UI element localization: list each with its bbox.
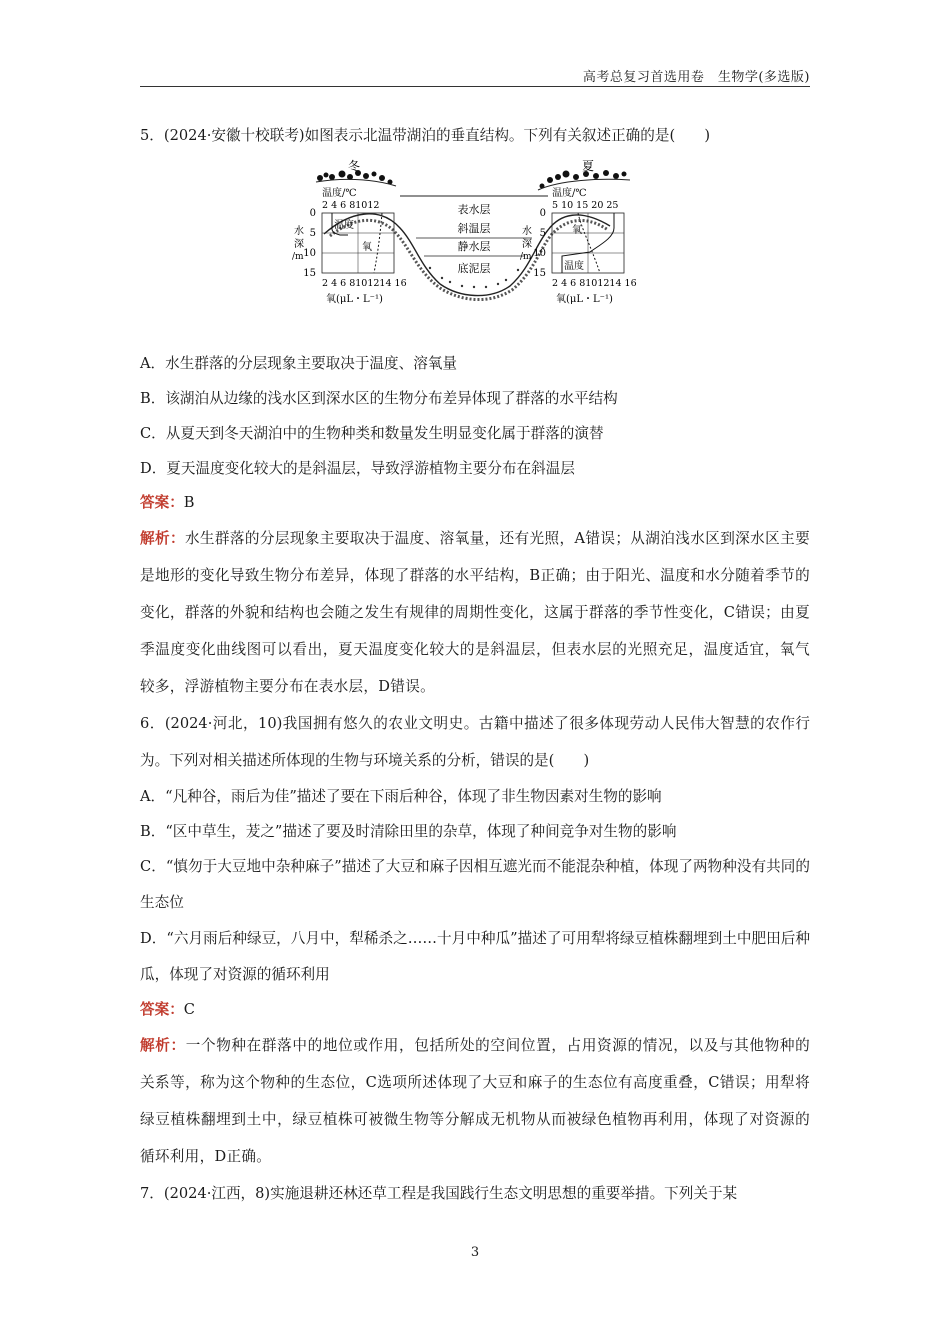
explanation-text: 水生群落的分层现象主要取决于温度、溶氧量，还有光照，A错误；从湖泊浅水区到深水区主要是地形的变化导致生物分布差异，体现了群落的水平结构，B正确；由于阳光、温度和水分随着季节的变化，群落的外貌和结构也会随之发生有规律的周期性变化，这属于群落的季节性变化，C错误；由夏季温度变化曲线图可以看出，夏天温度变化较大的是斜温层，但表水层的光照充足，温度适宜，氧气较多，浮游植物主要分布在表水层，D错误。 xyxy=(140,530,810,695)
question-number: 6． xyxy=(140,715,165,732)
answer-value: C xyxy=(183,1001,195,1018)
summer-oxygen-ticks: 2 4 6 8101214 16 xyxy=(552,278,637,289)
question-text: (2024·安徽十校联考)如图表示北温带湖泊的垂直结构。下列有关叙述正确的是( ) xyxy=(163,127,711,144)
answer-label: 答案： xyxy=(140,494,184,511)
summer-depth-tick-10: 10 xyxy=(533,248,546,259)
summer-depth-tick-5: 5 xyxy=(539,228,546,239)
summer-oxygen-axis: 氧(μL・L⁻¹) xyxy=(556,294,613,305)
question-6-stem xyxy=(140,705,810,779)
question-number: 7． xyxy=(140,1185,164,1202)
winter-temp-unit: 温度/℃ xyxy=(322,188,357,199)
q6-option-c: C．“慎勿于大豆地中杂种麻子”描述了大豆和麻子因相互遮光而不能混杂种植，体现了两物种没有共同的生态位 xyxy=(140,858,810,911)
winter-depth-tick-10: 10 xyxy=(303,248,316,259)
question-5-stem xyxy=(140,120,810,152)
answer-label: 答案： xyxy=(140,1001,184,1018)
header-rule xyxy=(140,86,810,87)
q5-option-a: A．水生群落的分层现象主要取决于温度、溶氧量 xyxy=(140,355,458,372)
q6-answer xyxy=(140,993,810,1027)
explanation-label: 解析： xyxy=(140,1037,186,1054)
still-layer-label: 静水层 xyxy=(457,240,491,253)
q6-explanation xyxy=(140,1027,810,1175)
winter-oxygen-axis: 氧(μL・L⁻¹) xyxy=(326,294,383,305)
q5-option-d: D．夏天温度变化较大的是斜温层，导致浮游植物主要分布在斜温层 xyxy=(140,460,575,477)
page-number: 3 xyxy=(470,1245,480,1260)
question-7-stem xyxy=(140,1175,810,1212)
summer-label: 夏 xyxy=(582,159,595,173)
winter-label: 冬 xyxy=(348,159,361,173)
surface-layer-label: 表水层 xyxy=(457,203,491,216)
winter-depth-unit: /m xyxy=(292,252,304,262)
summer-oxygen-curve-label: 氧 xyxy=(572,225,582,236)
winter-depth-label-2: 深 xyxy=(294,239,304,250)
winter-oxygen-ticks: 2 4 6 8101214 16 xyxy=(322,278,407,289)
q5-option-b: B．该湖泊从边缘的浅水区到深水区的生物分布差异体现了群落的水平结构 xyxy=(140,390,618,407)
page-content xyxy=(140,120,810,1212)
page-header: 高考总复习首选用卷 生物学(多选版) xyxy=(582,70,810,85)
summer-depth-label: 水 xyxy=(522,226,532,237)
summer-temp-ticks: 5 10 15 20 25 xyxy=(552,200,619,211)
q5-answer xyxy=(140,486,810,520)
explanation-text: 一个物种在群落中的地位或作用，包括所处的空间位置，占用资源的情况，以及与其他物种的关系等，称为这个物种的生态位，C选项所述体现了大豆和麻子的生态位有高度重叠，C错误；用犁将绿豆植株翻埋到土中，绿豆植株可被微生物等分解成无机物从而被绿色植物再利用，体现了对资源的循环利用，D正确。 xyxy=(140,1037,810,1165)
winter-depth-tick-0: 0 xyxy=(309,208,316,219)
q6-option-b: B．“区中草生，茇之”描述了要及时清除田里的杂草，体现了种间竞争对生物的影响 xyxy=(140,823,677,840)
winter-chart xyxy=(292,186,407,305)
q6-option-a: A．“凡种谷，雨后为佳”描述了要在下雨后种谷，体现了非生物因素对生物的影响 xyxy=(140,788,662,805)
answer-value: B xyxy=(183,494,195,511)
summer-depth-tick-15: 15 xyxy=(533,268,546,279)
winter-temp-ticks: 2 4 6 81012 xyxy=(322,200,380,211)
question-text: (2024·江西，8)实施退耕还林还草工程是我国践行生态文明思想的重要举措。下列关于某 xyxy=(163,1185,738,1202)
lake-structure-figure xyxy=(140,156,810,332)
sediment-layer-label: 底泥层 xyxy=(457,262,491,275)
explanation-label: 解析： xyxy=(140,530,185,547)
winter-oxygen-curve-label: 氧 xyxy=(362,242,372,253)
thermocline-label: 斜温层 xyxy=(457,222,491,235)
q6-option-d: D．“六月雨后种绿豆，八月中，犁稀杀之……十月中种瓜”描述了可用犁将绿豆植株翻埋到土中肥田后种瓜，体现了对资源的循环利用 xyxy=(140,930,810,983)
summer-temp-curve-label: 温度 xyxy=(564,261,584,272)
question-text: (2024·河北，10)我国拥有悠久的农业文明史。古籍中描述了很多体现劳动人民伟大智慧的农作行为。下列对相关描述所体现的生物与环境关系的分析，错误的是( ) xyxy=(140,715,810,769)
winter-depth-tick-15: 15 xyxy=(303,268,316,279)
q5-explanation xyxy=(140,520,810,705)
lake-diagram xyxy=(290,156,650,328)
summer-temp-unit: 温度/℃ xyxy=(552,188,587,199)
summer-depth-unit: /m xyxy=(520,252,532,262)
summer-depth-label-2: 深 xyxy=(522,239,532,250)
summer-depth-tick-0: 0 xyxy=(539,208,546,219)
winter-temp-curve-label: 温度 xyxy=(334,220,354,231)
q5-option-c: C．从夏天到冬天湖泊中的生物种类和数量发生明显变化属于群落的演替 xyxy=(140,425,604,442)
question-number: 5． xyxy=(140,127,164,144)
winter-depth-tick-5: 5 xyxy=(309,228,316,239)
winter-depth-label: 水 xyxy=(294,226,304,237)
